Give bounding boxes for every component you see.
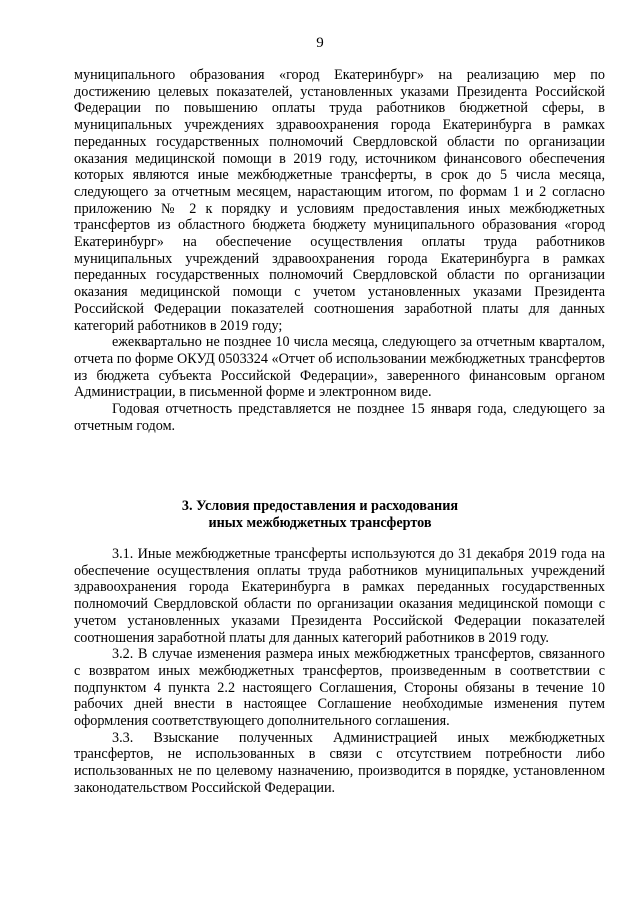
page-number: 9 <box>316 35 324 51</box>
section-heading <box>0 498 640 532</box>
paragraph-3-2: 3.2. В случае изменения размера иных межбюджетных трансфертов, связанного с возвратом иных межбюджетных трансфертов, произведенным в соответствии с подпунктом 4 пункта 2.2 настоящего Соглашения, Стороны обязаны в течение 10 рабочих дней внести в настоящее Соглашение необходимые изменения путем оформления соответствующего дополнительного соглашения. <box>74 646 605 730</box>
section-heading-line-2: иных межбюджетных трансфертов <box>208 515 432 531</box>
paragraph-annual-report: Годовая отчетность представляется не позднее 15 января года, следующего за отчетным годом. <box>74 401 605 434</box>
paragraph-quarterly-report: ежеквартально не позднее 10 числа месяца, следующего за отчетным кварталом, отчета по форме ОКУД 0503324 «Отчет об использовании межбюджетных трансфертов из бюджета субъекта Российской Федерации», заверенного финансовым органом Администрации, в письменной форме и электронном виде. <box>74 334 605 401</box>
paragraph-3-1: 3.1. Иные межбюджетные трансферты используются до 31 декабря 2019 года на обеспечение осуществления оплаты труда работников муниципальных учреждений здравоохранения города Екатеринбурга в рамках переданных государственных полномочий Свердловской области по организации оказания медицинской помощи с учетом установленных указами Президента Российской Федерации показателей соотношения заработной платы для данных категорий работников в 2019 году. <box>74 546 605 646</box>
paragraph-3-3: 3.3. Взыскание полученных Администрацией иных межбюджетных трансфертов, не использованных в связи с отсутствием потребности либо использованных не по целевому назначению, производится в порядке, установленном законодательством Российской Федерации. <box>74 729 605 796</box>
section-heading-line-1: 3. Условия предоставления и расходования <box>181 498 459 514</box>
paragraph-continuation: муниципального образования «город Екатеринбург» на реализацию мер по достижению целевых показателей, установленных указами Президента Российской Федерации по повышению оплаты труда работников бюджетной сферы, в муниципальных учреждениях здравоохранения города Екатеринбурга в рамках переданных государственных полномочий Свердловской области по организации оказания медицинской помощи в 2019 году, источником финансового обеспечения которых являются иные межбюджетные трансферты, в срок до 5 числа месяца, следующего за отчетным месяцем, нарастающим итогом, по формам 1 и 2 согласно приложению № 2 к порядку и условиям предоставления иных межбюджетных трансфертов из областного бюджета бюджету муниципального образования «город Екатеринбург» на обеспечение осуществления оплаты труда работников муниципальных учреждений здравоохранения города Екатеринбурга в рамках переданных государственных полномочий Свердловской области по организации оказания медицинской помощи с учетом установленных указами Президента Российской Федерации показателей соотношения заработной платы для данных категорий работников в 2019 году; <box>74 67 605 334</box>
section-text-block <box>74 546 605 797</box>
intro-text-block <box>74 67 605 434</box>
